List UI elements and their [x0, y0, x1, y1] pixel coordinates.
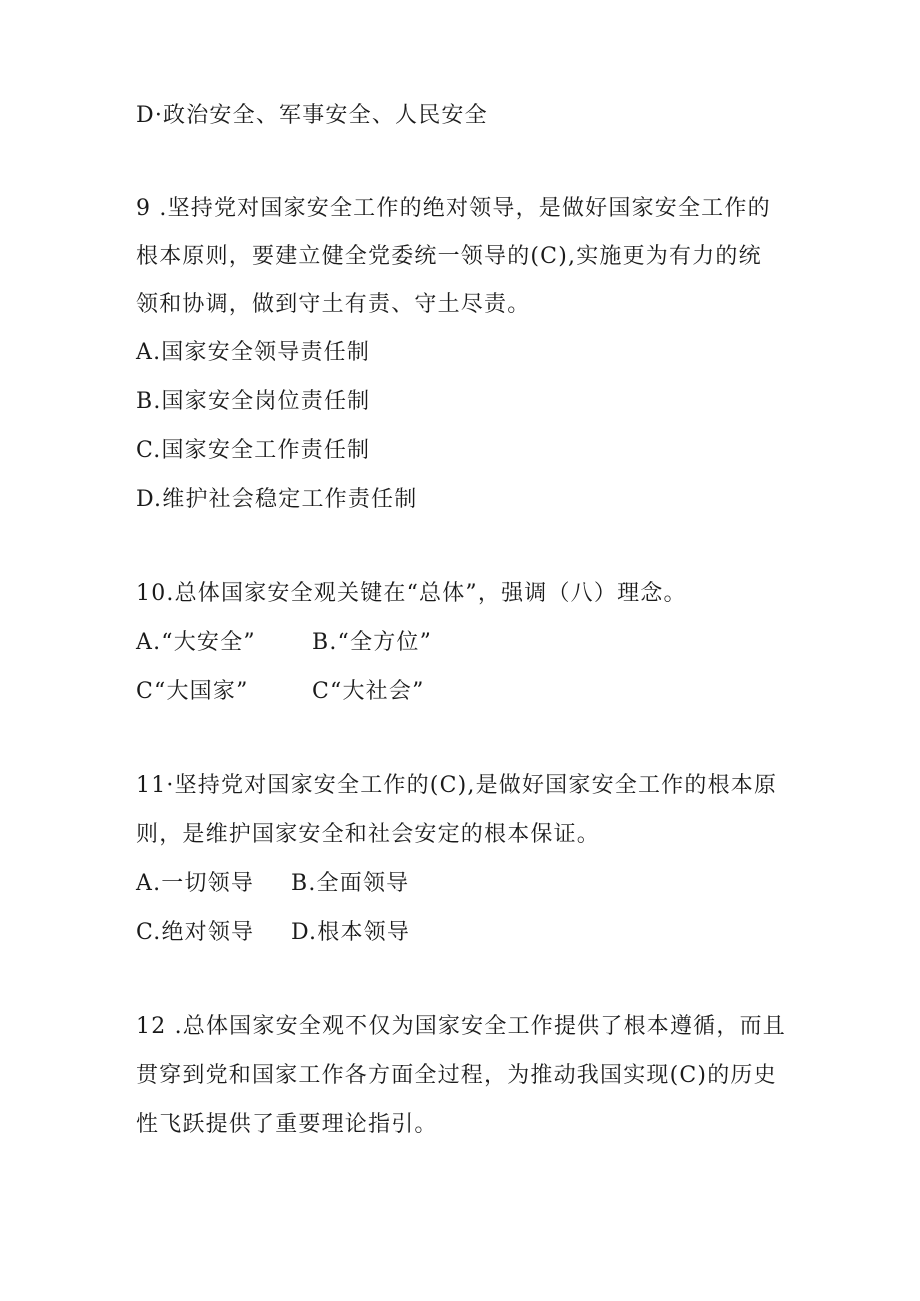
question-10-option-d: C“大社会” [312, 679, 425, 704]
question-9-option-b: B.国家安全岗位责任制 [136, 389, 371, 414]
question-9-option-c: C.国家安全工作责任制 [136, 438, 371, 463]
question-9-option-a: A.国家安全领导责任制 [136, 340, 371, 365]
question-11-option-a: A.一切领导 [136, 871, 255, 896]
question-9-stem-line-2: 根本原则，要建立健全党委统一领导的(C),实施更为有力的统 [136, 244, 762, 269]
question-11-option-c: C.绝对领导 [136, 920, 255, 945]
question-12-stem-line-2: 贯穿到党和国家工作各方面全过程，为推动我国实现(C)的历史 [136, 1063, 777, 1088]
question-10-stem: 10.总体国家安全观关键在“总体”，强调（八）理念。 [136, 581, 687, 606]
question-11-stem-line-1: 11·坚持党对国家安全工作的(C),是做好国家安全工作的根本原 [136, 773, 778, 798]
question-11-option-b: B.全面领导 [291, 871, 410, 896]
prev-option-d: D·政治安全、军事安全、人民安全 [136, 103, 488, 128]
question-11-option-d: D.根本领导 [291, 920, 411, 945]
question-9-option-d: D.维护社会稳定工作责任制 [136, 487, 418, 512]
question-10-option-c: C“大国家” [136, 679, 249, 704]
question-10-option-a: A.“大安全” [136, 630, 256, 655]
question-10-option-b: B.“全方位” [312, 630, 433, 655]
question-9-stem-line-3: 领和协调，做到守土有责、守土尽责。 [136, 292, 531, 317]
question-11-stem-line-2: 则，是维护国家安全和社会安定的根本保证。 [136, 822, 601, 847]
question-12-stem-line-1: 12 .总体国家安全观不仅为国家安全工作提供了根本遵循，而且 [136, 1014, 786, 1039]
question-12-stem-line-3: 性飞跃提供了重要理论指引。 [136, 1112, 438, 1137]
question-9-stem-line-1: 9 .坚持党对国家安全工作的绝对领导，是做好国家安全工作的 [136, 196, 771, 221]
